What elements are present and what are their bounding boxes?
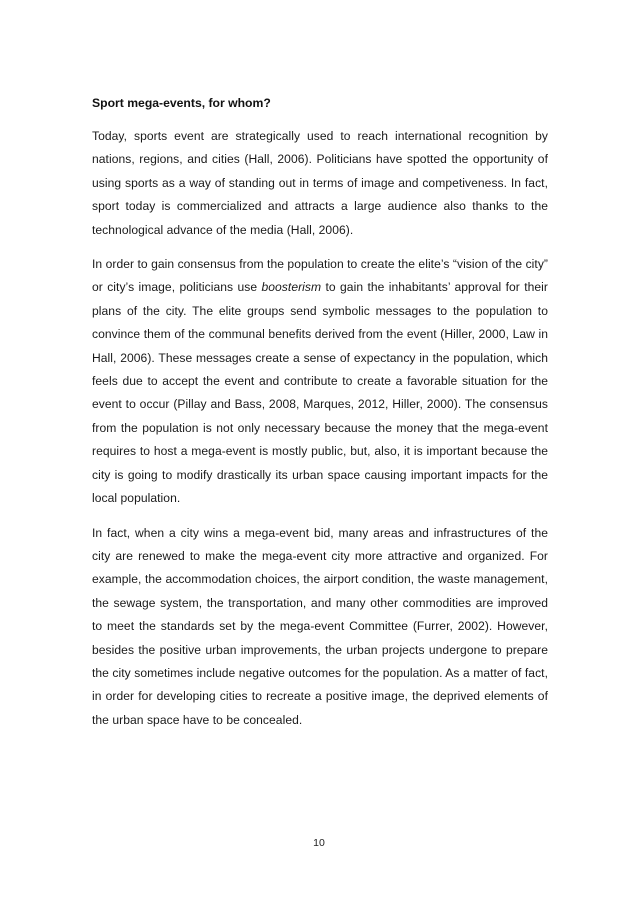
paragraph-3 xyxy=(92,522,548,733)
paragraph-3-text: In fact, when a city wins a mega-event bid, many areas and infrastructures of the city are renewed to make the mega-event city more attractive and organized. For example, the accommodation choices, the airport condition, the waste management, the sewage system, the transportation, and many other commodities are improved to meet the standards set by the mega-event Committee (Furrer, 2002). However, besides the positive urban improvements, the urban projects undergone to prepare the city sometimes include negative outcomes for the population. As a matter of fact, in order for developing cities to recreate a positive image, the deprived elements of the urban space have to be concealed. xyxy=(92,525,548,727)
paragraph-1-text: Today, sports event are strategically used to reach international recognition by nations, regions, and cities (Hall, 2006). Politicians have spotted the opportunity of using sports as a way of standing out in terms of image and competiveness. In fact, sport today is commercialized and attracts a large audience also thanks to the technological advance of the media (Hall, 2006). xyxy=(92,129,548,237)
paragraph-2 xyxy=(92,253,548,510)
paragraph-2-text-start: In order to gain consensus from the population to create the elite’s “vision of the city” or city’s image, politicians use xyxy=(92,257,548,295)
paragraph-1 xyxy=(92,125,548,242)
page-content xyxy=(92,95,548,743)
paragraph-2-text-end: to gain the inhabitants’ approval for their plans of the city. The elite groups send symbolic messages to the population to convince them of the communal benefits derived from the event (Hiller, 2000, Law in Hall, 2006). These messages create a sense of expectancy in the population, which feels due to accept the event and contribute to create a favorable situation for the event to occur (Pillay and Bass, 2008, Marques, 2012, Hiller, 2000). The consensus from the population is not only necessary because the money that the mega-event requires to host a mega-event is mostly public, but, also, it is important because the city is going to modify drastically its urban space causing important impacts for the local population. xyxy=(92,280,548,506)
section-heading: Sport mega-events, for whom? xyxy=(92,96,271,110)
paragraph-2-emphasis: boosterism xyxy=(261,280,322,295)
page-number: 10 xyxy=(313,837,325,849)
